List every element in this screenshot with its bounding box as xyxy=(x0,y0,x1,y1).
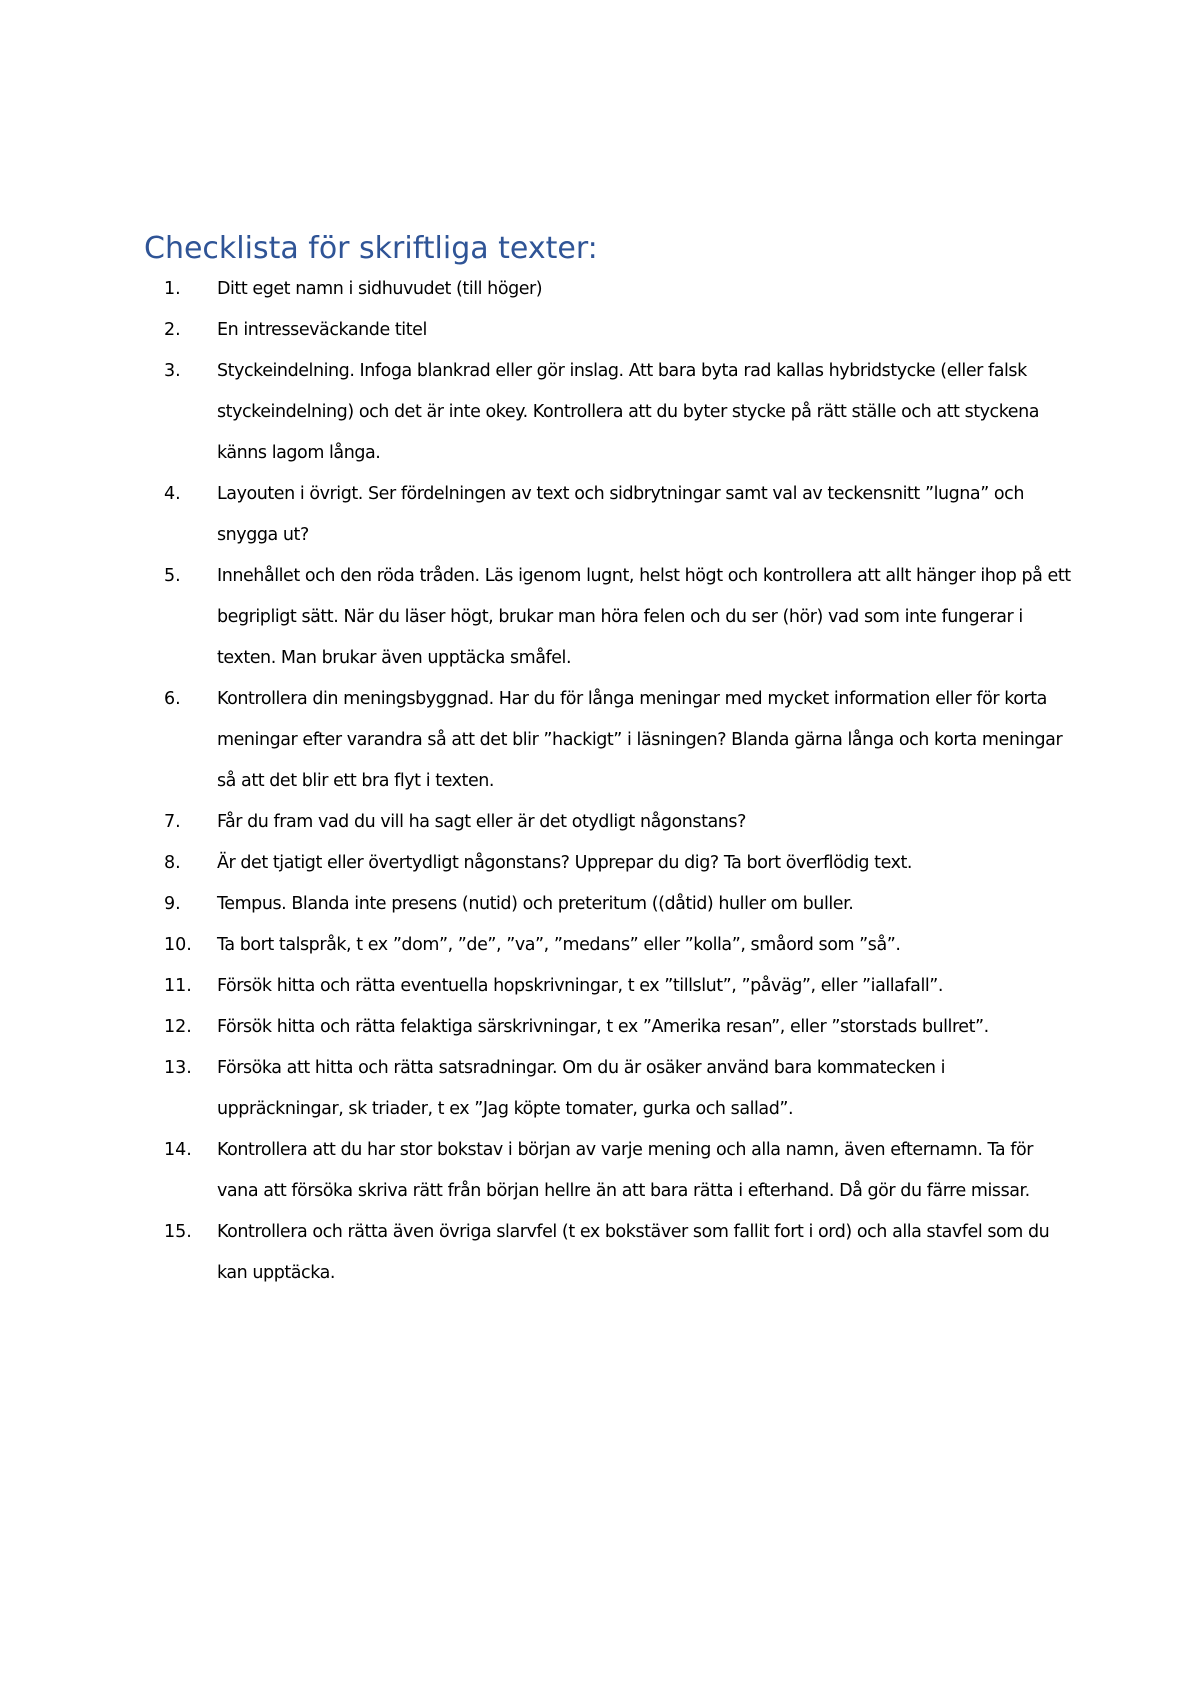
item-text: Kontrollera din meningsbyggnad. Har du för långa meningar med mycket information eller för korta meningar efter varandra så att det blir ”hackigt” i läsningen? Blanda gärna långa och korta meningar så att det blir ett bra flyt i texten. xyxy=(217,689,1063,791)
checklist-item xyxy=(0,966,1072,1007)
checklist-item xyxy=(0,884,1072,925)
item-text: Får du fram vad du vill ha sagt eller är det otydligt någonstans? xyxy=(217,812,746,832)
document-title: Checklista för skriftliga texter: xyxy=(144,231,598,266)
item-number-label: 4. xyxy=(164,484,181,504)
item-text: Kontrollera och rätta även övriga slarvfel (t ex bokstäver som fallit fort i ord) och alla stavfel som du kan upptäcka. xyxy=(217,1222,1050,1283)
checklist-item xyxy=(0,310,1072,351)
item-text: Försök hitta och rätta eventuella hopskrivningar, t ex ”tillslut”, ”påväg”, eller ”iallafall”. xyxy=(217,976,943,996)
item-number-label: 14. xyxy=(164,1140,192,1160)
item-number xyxy=(144,1048,204,1089)
item-number-label: 11. xyxy=(164,976,192,996)
item-number-label: 12. xyxy=(164,1017,192,1037)
item-number-label: 10. xyxy=(164,935,192,955)
item-number xyxy=(144,474,204,515)
item-number xyxy=(144,802,204,843)
item-number-label: 2. xyxy=(164,320,181,340)
item-text: Är det tjatigt eller övertydligt någonstans? Upprepar du dig? Ta bort överflödig text. xyxy=(217,853,913,873)
item-number xyxy=(144,310,204,351)
checklist-item xyxy=(0,679,1072,802)
checklist-item xyxy=(0,843,1072,884)
item-number-label: 7. xyxy=(164,812,181,832)
item-number xyxy=(144,269,204,310)
item-text: Kontrollera att du har stor bokstav i början av varje mening och alla namn, även efternamn. Ta för vana att försöka skriva rätt från början hellre än att bara rätta i efterhand. Då gör du färre missar. xyxy=(217,1140,1033,1201)
item-number xyxy=(144,556,204,597)
checklist-item xyxy=(0,1048,1072,1130)
item-number-label: 5. xyxy=(164,566,181,586)
item-number xyxy=(144,1212,204,1253)
item-text: Innehållet och den röda tråden. Läs igenom lugnt, helst högt och kontrollera att allt hänger ihop på ett begripligt sätt. När du läser högt, brukar man höra felen och du ser (hör) vad som inte fungerar i texten. Man brukar även upptäcka småfel. xyxy=(217,566,1071,668)
checklist-item xyxy=(0,1007,1072,1048)
checklist xyxy=(0,269,1072,1294)
item-text: Försöka att hitta och rätta satsradningar. Om du är osäker använd bara kommatecken i uppräckningar, sk triader, t ex ”Jag köpte tomater, gurka och sallad”. xyxy=(217,1058,946,1119)
checklist-item xyxy=(0,802,1072,843)
checklist-item xyxy=(0,925,1072,966)
item-text: Layouten i övrigt. Ser fördelningen av text och sidbrytningar samt val av teckensnitt ”lugna” och snygga ut? xyxy=(217,484,1024,545)
checklist-item xyxy=(0,269,1072,310)
item-number xyxy=(144,843,204,884)
item-number xyxy=(144,1007,204,1048)
checklist-item xyxy=(0,1212,1072,1294)
checklist-item xyxy=(0,1130,1072,1212)
item-number-label: 8. xyxy=(164,853,181,873)
item-number-label: 15. xyxy=(164,1222,192,1242)
item-number xyxy=(144,679,204,720)
item-number-label: 6. xyxy=(164,689,181,709)
item-text: Styckeindelning. Infoga blankrad eller gör inslag. Att bara byta rad kallas hybridstycke (eller falsk styckeindelning) och det är inte okey. Kontrollera att du byter stycke på rätt ställe och att styckena känns lagom långa. xyxy=(217,361,1040,463)
checklist-item xyxy=(0,351,1072,474)
item-number-label: 3. xyxy=(164,361,181,381)
item-text: Försök hitta och rätta felaktiga särskrivningar, t ex ”Amerika resan”, eller ”storstads bullret”. xyxy=(217,1017,989,1037)
item-number-label: 1. xyxy=(164,279,181,299)
item-number xyxy=(144,925,204,966)
item-number xyxy=(144,1130,204,1171)
item-number-label: 13. xyxy=(164,1058,192,1078)
item-text: Ta bort talspråk, t ex ”dom”, ”de”, ”va”, ”medans” eller ”kolla”, småord som ”så”. xyxy=(217,935,901,955)
item-number xyxy=(144,966,204,1007)
item-number xyxy=(144,351,204,392)
item-number xyxy=(144,884,204,925)
item-text: Tempus. Blanda inte presens (nutid) och preteritum ((dåtid) huller om buller. xyxy=(217,894,854,914)
item-text: En intresseväckande titel xyxy=(217,320,427,340)
item-number-label: 9. xyxy=(164,894,181,914)
item-text: Ditt eget namn i sidhuvudet (till höger) xyxy=(217,279,543,299)
checklist-item xyxy=(0,474,1072,556)
checklist-item xyxy=(0,556,1072,679)
